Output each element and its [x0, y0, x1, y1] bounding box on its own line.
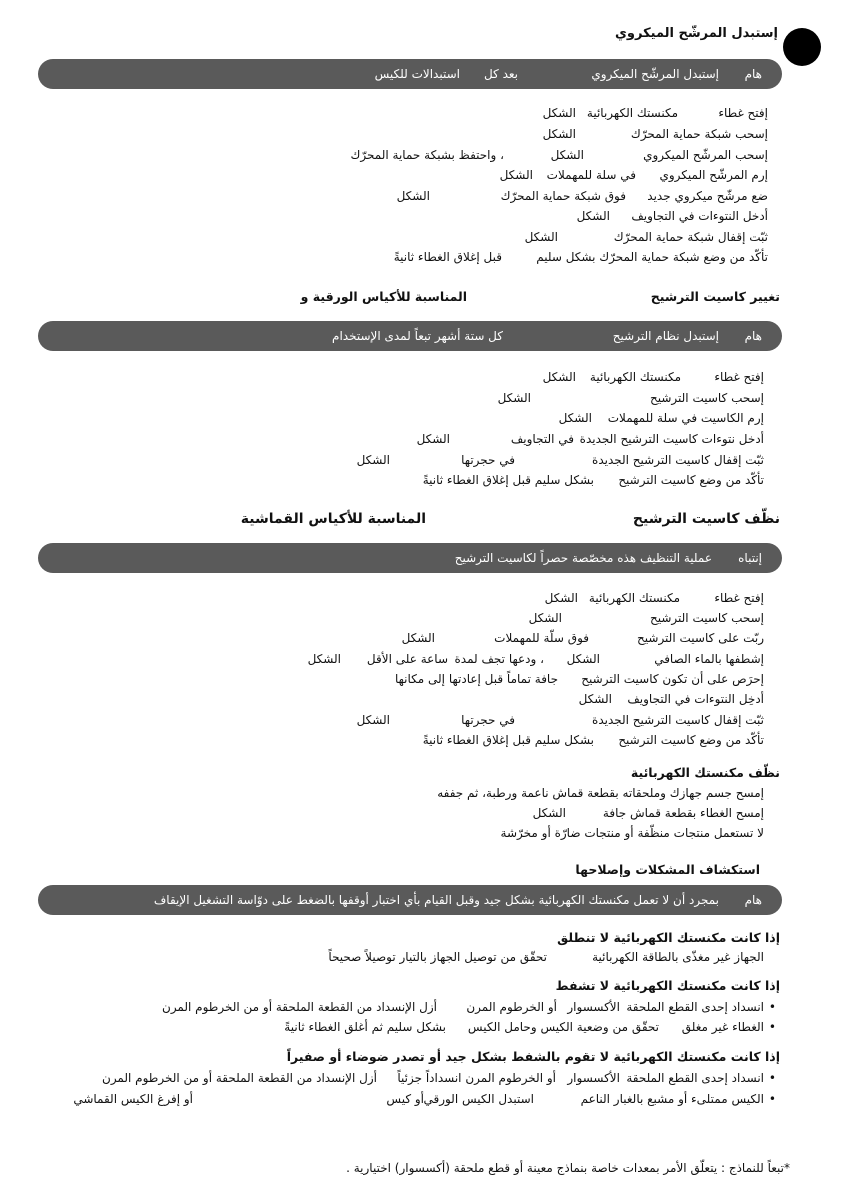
banner-text: بعد كل [483, 67, 518, 81]
banner-label: هام [744, 893, 762, 907]
banner-text: إستبدل نظام الترشيح [612, 329, 719, 343]
banner-text: إستبدل المرشّح الميكروي [591, 67, 719, 81]
banner-text: عملية التنظيف هذه مخصّصة حصراً لكاسيت الترشيح [454, 551, 712, 565]
problem-heading: إذا كانت مكنستك الكهربائية لا تشفط [555, 978, 780, 993]
section-heading-note: المناسبة للأكياس القماشية [240, 511, 426, 527]
page-marker-circle [783, 28, 821, 66]
section-heading-note: المناسبة للأكياس الورقية و [300, 289, 467, 304]
problem-heading: إذا كانت مكنستك الكهربائية لا تقوم بالشفط بشكل جيد أو تصدر ضوضاء أو صفيراً [286, 1049, 780, 1064]
banner-text: تبعاً لمدى الإستخدام [332, 329, 431, 343]
banner-text: كل ستة أشهر [434, 329, 503, 343]
banner-label: إنتباه [738, 551, 762, 565]
banner-label: هام [744, 67, 762, 81]
important-banner-filter [38, 59, 782, 89]
banner-text: بمجرد أن لا تعمل مكنستك الكهربائية بشكل جيد وقبل القيام بأي اختبار أوقفها بالضغط على دوّاسة التشغيل الإيقاف [153, 893, 719, 907]
section-heading: نظّف مكنستك الكهربائية [630, 765, 780, 780]
manual-page: إستبدل المرشّح الميكروي هام إستبدل المرشّح الميكروي بعد كل استبدالات للكيس إفتح غطاء مكنستك الكهربائية الشكل إسحب شبكة حماية المحرّك الشكل إسحب المرشّح الميكروي الشكل ، واحتفظ بشبكة حماية المحرّك إرم المرشّح الميكروي في سلة للمهملات الشكل ضع مرشّح ميكروي جديد فوق شبكة حماية المحرّك الشكل أدخل النتوءات في التجاويف الشكل ثبّت إقفال شبكة حماية المحرّك الشكل تأكّد من وضع شبكة حماية المحرّك بشكل سليم قبل إغلاق الغطاء ثانيةً تغيير كاسيت الترشيح المناسبة للأكياس الورقية و هام إستبدل نظام الترشيح كل ستة أشهر تبعاً لمدى الإستخدام إفتح غطاء مكنستك الكهربائية الشكل إسحب كاسيت الترشيح الشكل إرم الكاسيت في سلة للمهملات الشكل أدخل نتوءات كاسيت الترشيح الجديدة في التجاويف الشكل ثبّت إقفال كاسيت الترشيح الجديدة في حجرتها الشكل تأكّد من وضع كاسيت الترشيح بشكل سليم قبل إغلاق الغطاء ثانيةً نظّف كاسيت الترشيح المناسبة للأكياس القماشية إنتباه عملية التنظيف هذه مخصّصة حصراً لكاسيت الترشيح إفتح غطاء مكنستك الكهربائية الشكل إسحب كاسيت الترشيح الشكل ربّت على كاسيت الترشيح فوق سلّة للمهملات الشكل إشطفها بالماء الصافي الشكل ، ودعها تجف لمدة ساعة على الأقل الشكل إحرَص على أن تكون كاسيت الترشيح جافة تماماً قبل إعادتها إلى مكانها أدخِل النتوءات في التجاويف الشكل ثبّت إقفال كاسيت الترشيح الجديدة في حجرتها الشكل تأكّد من وضع كاسيت الترشيح بشكل سليم قبل إغلاق الغطاء ثانيةً نظّف مكنستك الكهربائية إمسح جسم جهازك وملحقاته بقطعة قماش ناعمة ورطبة، ثم جففه إمسح الغطاء بقطعة قماش جافة الشكل لا تستعمل منتجات منظّفة أو منتجات ضارّة أو مخرّشة استكشاف المشكلات وإصلاحها هام بمجرد أن لا تعمل مكنستك الكهربائية بشكل جيد وقبل القيام بأي اختبار أوقفها بالضغط على دوّاسة التشغيل الإيقاف إذا كانت مكنستك الكهربائية لا تنطلق الجهاز غير مغذّى بالطاقة الكهربائية تحقّق من توصيل الجهاز بالتيار توصيلاً صحيحاً إذا كانت مكنستك الكهربائية لا تشفط انسداد إحدى القطع الملحقة الأكسسوار أو الخرطوم المرن أزل الإنسداد من القطعة الملحقة أو من الخرطوم المرن الغطاء غير مغلق تحقّق من وضعية الكيس وحامل الكيس بشكل سليم ثم أغلق الغطاء ثانيةً إذا كانت مكنستك الكهربائية لا تقوم بالشفط بشكل جيد أو تصدر ضوضاء أو صفيراً انسداد إحدى القطع الملحقة الأكسسوار أو الخرطوم المرن انسداداً جزئياً أزل الإنسداد من القطعة الملحقة أو من الخرطوم المرن الكيس ممتلىء أو مشبع بالغبار الناعم استبدل الكيس الورقي أو كيس أو إفرغ الكيس القماشي *تبعاً للنماذج : يتعلّق الأمر بمعدات خاصة بنماذج معينة أو قطع ملحقة (أكسسوار) اختيارية . [0, 0, 850, 1192]
footnote: *تبعاً للنماذج : يتعلّق الأمر بمعدات خاصة بنماذج معينة أو قطع ملحقة (أكسسوار) اختيارية . [346, 1161, 790, 1175]
page-title: إستبدل المرشّح الميكروي [615, 26, 778, 41]
section-heading: تغيير كاسيت الترشيح [650, 289, 780, 304]
section-heading: نظّف كاسيت الترشيح [632, 511, 780, 527]
banner-label: هام [744, 329, 762, 343]
problem-heading: إذا كانت مكنستك الكهربائية لا تنطلق [557, 930, 780, 945]
banner-text: استبدالات للكيس [374, 67, 460, 81]
important-banner-cassette [38, 321, 782, 351]
attention-banner-cleaning [38, 543, 782, 573]
section-heading: استكشاف المشكلات وإصلاحها [575, 862, 760, 877]
important-banner-troubleshooting [38, 885, 782, 915]
